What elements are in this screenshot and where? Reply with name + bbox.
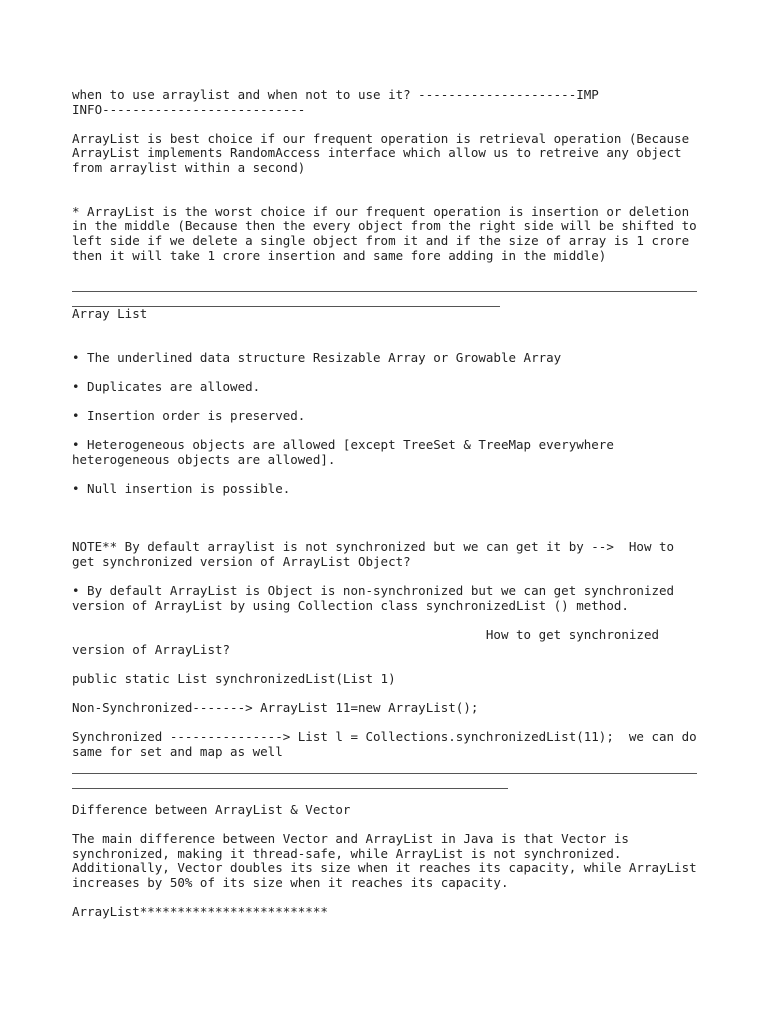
code-synchronized-continued: same for set and map as well — [72, 743, 283, 759]
bullet-list — [72, 351, 697, 497]
best-choice-paragraph: ArrayList is best choice if our frequent operation is retrieval operation (Because ArrayList implements RandomAccess interface which allow us to retreive any object from arraylist within a second) — [72, 130, 690, 175]
list-item: • Heterogeneous objects are allowed [except TreeSet & TreeMap everywhere — [72, 437, 614, 453]
arraylist-stars-heading: ArrayList************************* — [72, 904, 328, 920]
list-item: • Duplicates are allowed. — [72, 378, 261, 394]
separator-rule-2-continued — [72, 774, 697, 789]
list-item: • Null insertion is possible. — [72, 481, 291, 497]
document-page — [72, 88, 697, 920]
difference-heading: Difference between ArrayList & Vector — [72, 802, 351, 818]
difference-paragraph: The main difference between Vector and ArrayList in Java is that Vector is synchronized, making it thread-safe, while ArrayList is not synchronized. Additionally, Vector doubles its size when it reaches its capacity, while ArrayList increases by 50% of its size when it reaches its capacity. — [72, 831, 697, 891]
list-item-continued: heterogeneous objects are allowed]. — [72, 451, 336, 467]
array-list-heading: Array List — [72, 305, 148, 321]
separator-rule-1-continued — [72, 292, 697, 307]
how-to-paragraph: How to get synchronized version of ArrayList? — [72, 626, 659, 657]
list-item: • Insertion order is preserved. — [72, 408, 306, 424]
code-synchronized: Synchronized ---------------> List l = Collections.synchronizedList(11); we can do — [72, 729, 697, 745]
intro-line-1: when to use arraylist and when not to use it? ---------------------IMP — [72, 87, 599, 102]
sync-bullet-paragraph: • By default ArrayList is Object is non-synchronized but we can get synchronized version of ArrayList by using Collection class synchronizedList () method. — [72, 583, 675, 613]
code-signature: public static List synchronizedList(List 1) — [72, 670, 396, 686]
worst-choice-paragraph: * ArrayList is the worst choice if our frequent operation is insertion or deletion in the middle (Because then the every object from the right side will be shifted to left side if we delete a single object from it and if the size of array is 1 crore then it will take 1 crore insertion and same fore adding in the middle) — [72, 203, 697, 263]
list-item: • The underlined data structure Resizable Array or Growable Array — [72, 349, 562, 365]
intro-line-2: INFO--------------------------- — [72, 101, 306, 117]
separator-rule-2 — [72, 759, 697, 774]
separator-rule-1 — [72, 278, 697, 293]
note-paragraph: NOTE** By default arraylist is not synchronized but we can get it by --> How to get synchronized version of ArrayList Object? — [72, 539, 675, 570]
code-non-synchronized: Non-Synchronized-------> ArrayList 11=new ArrayList(); — [72, 699, 479, 715]
